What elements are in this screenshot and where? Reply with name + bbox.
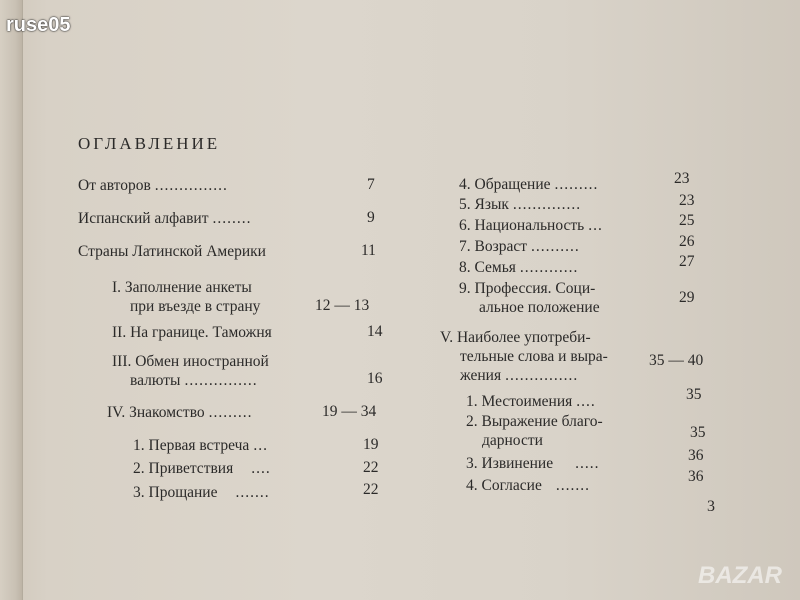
toc-label-cont: дарности [482, 432, 543, 449]
toc-leader: ......... [208, 404, 253, 421]
toc-entry [133, 459, 271, 478]
toc-page: 23 [679, 192, 695, 209]
toc-entry [112, 352, 269, 390]
toc-label: 8. Семья [459, 259, 516, 276]
toc-entry [133, 483, 270, 502]
toc-entry [459, 279, 600, 317]
toc-label: I. Заполнение анкеты [112, 279, 252, 296]
toc-entry [78, 176, 228, 195]
toc-label: 7. Возраст [459, 238, 527, 255]
toc-page: 14 [367, 323, 383, 340]
toc-page: 29 [679, 289, 695, 306]
toc-entry [466, 412, 603, 450]
toc-leader: ... [588, 217, 603, 234]
toc-label: 2. Приветствия [133, 460, 234, 477]
toc-label: От авторов [78, 177, 151, 194]
toc-label-cont: альное положение [479, 299, 600, 316]
toc-label: Страны Латинской Америки [78, 243, 266, 260]
toc-entry [440, 328, 608, 385]
toc-page: 19 [363, 436, 379, 453]
toc-page: 12 — 13 [315, 297, 370, 314]
toc-page: 36 [688, 468, 704, 485]
toc-page: 26 [679, 233, 695, 250]
toc-label: IV. Знакомство [107, 404, 205, 421]
toc-label: Испанский алфавит [78, 210, 209, 227]
toc-label: 4. Обращение [459, 176, 551, 193]
toc-label: 3. Извинение [466, 455, 554, 472]
toc-leader: .... [251, 460, 271, 477]
toc-leader: ............... [505, 367, 579, 384]
toc-leader: .......... [531, 238, 580, 255]
toc-entry [459, 258, 578, 277]
toc-page: 35 [690, 424, 706, 441]
toc-leader: ............... [154, 177, 228, 194]
toc-entry [466, 392, 596, 411]
toc-entry [78, 209, 251, 228]
toc-page: 36 [688, 447, 704, 464]
toc-label: 2. Выражение благо- [466, 413, 603, 430]
toc-entry [459, 216, 603, 235]
toc-entry [107, 403, 253, 422]
toc-label: III. Обмен иностранной [112, 353, 269, 370]
toc-label: 6. Национальность [459, 217, 585, 234]
toc-page: 35 — 40 [649, 352, 704, 369]
toc-entry [78, 242, 266, 261]
toc-label: 5. Язык [459, 196, 509, 213]
toc-page: 9 [367, 209, 375, 226]
toc-page: 25 [679, 212, 695, 229]
toc-label-cont: жения [460, 367, 502, 384]
toc-entry [133, 436, 268, 455]
site-logo: BAZAR [698, 562, 782, 589]
toc-label: 3. Прощание [133, 484, 218, 501]
toc-page: 27 [679, 253, 695, 270]
page-title: ОГЛАВЛЕНИЕ [78, 134, 221, 153]
toc-leader: ..... [575, 455, 600, 472]
toc-page: 35 [686, 386, 702, 403]
toc-label: 9. Профессия. Соци- [459, 280, 596, 297]
toc-entry [459, 195, 581, 214]
toc-page: 11 [361, 242, 376, 259]
toc-entry [112, 323, 272, 342]
toc-leader: ........ [212, 210, 252, 227]
page-number: 3 [707, 498, 715, 515]
toc-label-cont: валюты [130, 372, 181, 389]
toc-page: 23 [674, 170, 690, 187]
toc-label: V. Наиболее употреби- [440, 329, 591, 346]
toc-label: 4. Согласие [466, 477, 542, 494]
toc-leader: ......... [554, 176, 599, 193]
toc-page: 16 [367, 370, 383, 387]
toc-entry [466, 454, 599, 473]
toc-leader: ............ [519, 259, 579, 276]
toc-label-cont: тельные слова и выра- [460, 348, 608, 365]
toc-page: 22 [363, 481, 379, 498]
toc-leader: .............. [512, 196, 582, 213]
toc-leader: ............... [184, 372, 258, 389]
toc-label: 1. Первая встреча [133, 437, 250, 454]
toc-label: 1. Местоимения [466, 393, 573, 410]
toc-leader: ... [253, 437, 268, 454]
toc-page: 19 — 34 [322, 403, 377, 420]
toc-leader: ....... [555, 477, 590, 494]
toc-leader: ....... [235, 484, 270, 501]
watermark: ruse05 [6, 14, 71, 36]
toc-page: 22 [363, 459, 379, 476]
toc-page: 7 [367, 176, 375, 193]
toc-entry [112, 278, 260, 316]
toc-entry [466, 476, 590, 495]
toc-label-cont: при въезде в страну [130, 298, 261, 315]
toc-entry [459, 175, 598, 194]
book-page-edge [0, 0, 23, 600]
toc-leader: .... [576, 393, 596, 410]
toc-entry [459, 237, 580, 256]
toc-label: II. На границе. Таможня [112, 324, 272, 341]
